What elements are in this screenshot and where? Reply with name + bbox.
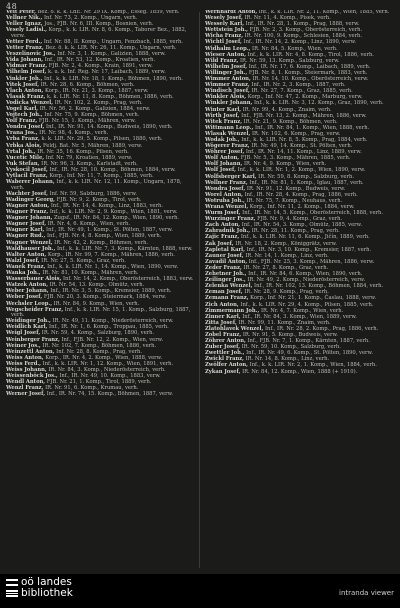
entry-name: Wagner Franz,: [6, 209, 49, 216]
entry-name: Wadinger Georg,: [6, 196, 55, 203]
entry-details: Inf. Nr. 28, 8. Komp., Prag, verh.: [56, 348, 143, 355]
entry-details: Feldj. Bat. Nr. 5, Mähren, 1889, verw.: [42, 142, 143, 149]
entry-name: Zlatohlavek Wenzel,: [205, 325, 264, 332]
entry-name: Wagner Johann,: [6, 215, 53, 222]
entry-name: Wimmer Anton,: [205, 76, 251, 83]
entry-name: Wagner Wenzel,: [6, 239, 53, 246]
entry-name: Wrana Wenzel,: [205, 204, 249, 210]
entry-details: Inf., IR. Nr. 54, 3. Komp., Olmütz, 1885, verw.: [241, 222, 363, 229]
entry-details: IR. Nr. 28, 9. Komp., Prag, verh.: [244, 289, 329, 296]
entry-details: k. k. LIR. Nr. 29, 5. Komp., Pilsen, 1880, verh.: [41, 136, 163, 143]
entry-name: Veller Ignaz,: [6, 21, 43, 28]
entry-details: Inf., IR. Nr. 28, 1. Komp., Prag, 1888, verw.: [245, 21, 360, 28]
entry-details: FJB. Nr. 5, 3. Komp., Mähren, 1885, verh.: [240, 155, 351, 162]
entry-details: Inf., k. k. LIR. Nr. 7, 3. Komp., Kärnten, 1888, verw.: [56, 245, 193, 252]
entry-name: Wegscheider Franz,: [6, 306, 64, 313]
entry-name: Weiner Jos.,: [6, 342, 41, 349]
entry-name: Vyskocil Josef,: [6, 166, 48, 173]
entry-name: Winter Karl,: [205, 106, 242, 113]
entry-name: Waldhauser Joh.,: [6, 245, 56, 252]
entry-details: IR. Nr. 102, 7. Komp., Böhmen, 1886, verh.: [42, 342, 157, 349]
entry-details: Inf., IR. Nr. 84, 6. Komp., Wien, 1890, verh.: [248, 271, 363, 278]
entry-details: Inf., k. k. LIR. Nr. 8, 5. Komp., Prag, 1884, verh.: [241, 136, 368, 143]
entry-name: Vrba Franz,: [6, 136, 40, 143]
entry-details: Inf., IR. Nr. 84, 1. Komp., Wien, 1888, verh.: [255, 124, 370, 131]
library-logo[interactable]: [6, 577, 73, 599]
entry-name: Zitta Josef,: [205, 319, 237, 326]
entry-details: Inf., k. k. LIR. Nr. 1, 2. Komp., Wien, 1890, verw.: [237, 167, 366, 174]
entry-name: Volf Franz,: [6, 118, 38, 125]
entry-details: IR. Nr. 102, 2. Komp., Prag, verh.: [54, 99, 143, 106]
entry-details: Korp., Inf. Nr. 11, 7. Komp., 1885, verh.: [49, 173, 154, 180]
entry-name: Waberer Johann,: [6, 179, 55, 186]
entry-details: Inf. Nr. 75, 9. Komp., Böhmen, verh.: [44, 112, 140, 119]
entry-name: Zavadil Anton,: [205, 258, 248, 265]
entry-name: Vellner Nik.,: [6, 15, 43, 22]
entry-name: Wondra Josef,: [205, 185, 246, 192]
entry-details: IR. Nr. 14, 1. Komp., Linz, verh.: [245, 252, 329, 259]
entry-details: IR. Nr. 84, 5. Komp., Wien, verh.: [252, 45, 338, 52]
entry-details: IR. Nr. 14, 8. Komp., Linz, verh.: [245, 356, 330, 363]
right-column: [205, 10, 395, 570]
entry-name: Winkler Johann,: [205, 100, 253, 107]
entry-name: Vesely Ladisl.,: [6, 27, 47, 34]
entry-details: IR. Nr. 91, 5. Komp., Budweis, verw.: [242, 331, 338, 338]
entry-name: Wanek Franz,: [6, 263, 46, 270]
entry-name: Wechsler Leop.,: [6, 300, 53, 307]
entry-name: Vitek Josef,: [6, 81, 40, 88]
entry-name: Wotruba Joh.,: [205, 197, 245, 204]
entry-name: Zauner Josef,: [205, 252, 244, 259]
entry-details: IR. Nr. 59, 4. Komp., Salzburg, 1890, verh.: [41, 330, 155, 337]
entry-details: Inf. Nr. 88, II. Komp., Ungarn, Fenzbach, 1885, verh.: [43, 38, 183, 45]
entry-details: IR. Nr. 59, 13. Komp., Salzburg, verw.: [239, 57, 340, 64]
entry-details: Inf., IR. Nr. 14, 4. Komp., Linz, 1883, verh.: [50, 203, 163, 209]
entry-name: Vondra Josef,: [6, 124, 45, 131]
entry-name: Weidinger Joh.,: [6, 318, 51, 325]
entry-details: IR. Nr. 28, 11. Komp., Prag, verh.: [251, 228, 340, 235]
entry-details: IR. Nr. 54, 13. Komp., Olmütz, verh.: [49, 282, 145, 289]
entry-details: IR. Nr. 49, 14. Komp., St. Pölten, verh.: [251, 143, 353, 150]
entry-name: Zykan Josef,: [205, 368, 241, 375]
entry-details: Inf., IR. Nr. 84, 3. Komp., Wien, 1889, verw.: [242, 313, 357, 320]
entry-details: Inf., IR. Nr. 74, 15. Komp., Böhmen, 1887, verw.: [46, 391, 174, 398]
entry-name: Wenzl Franz,: [6, 385, 44, 392]
entry-name: Zwettler Joh.,: [205, 350, 245, 357]
entry-details: Inf., IR. Nr. 17, 6. Komp., Laibach, 1889, verh.: [248, 63, 371, 70]
entry-name: Wernhardt Anton,: [205, 10, 258, 15]
entry-details: Inf., FJB. Nr. 4, 8. Komp., Wien, 1889, verh.: [46, 233, 162, 240]
entry-details: Zugsf., IR. Nr. 84, 12. Komp., Wien, 1890, verh.: [54, 215, 180, 222]
entry-name: Walter Anton,: [6, 251, 47, 258]
register-entry: [6, 180, 195, 191]
entry-name: Vrana Jos.,: [6, 130, 38, 137]
entry-details: IR. Nr. 21, 9. Komp., Böhmen, verh.: [243, 118, 338, 125]
entry-details: Bez. ö. k. k. LdE. Nr. 29 IX. Komp., Esseg. 1859, verh.: [37, 10, 180, 15]
entry-details: IR. Nr. 27, 5. Komp., Graz, verh.: [41, 257, 126, 264]
entry-details: IR. Nr. 35, 16. Komp., Pilsen, verh.: [37, 148, 129, 155]
entry-name: Wolfsberger Karl,: [205, 173, 257, 180]
entry-details: Inf., k. k. LIR. Nr. 1, 14. Komp., Wien, 1890, verw.: [47, 263, 179, 270]
entry-name: Zuber Josef,: [205, 344, 241, 351]
entry-name: Walzl Josef,: [6, 257, 40, 264]
entry-name: Vojtech Joh.,: [6, 112, 43, 119]
entry-details: Inf., IR. Nr. 14, 11. Komp., Linz, 1889, verw.: [245, 149, 362, 156]
entry-name: Wagner Josef,: [6, 221, 47, 228]
entry-name: Vidmar Franz,: [6, 63, 48, 70]
entry-name: Zach Anton,: [205, 222, 241, 229]
entry-details: Inf. Nr. 14, 2. Komp., Oberösterreich, 1883, verw.: [63, 276, 194, 283]
entry-details: Inf., IR. Nr. 3, 10. Komp., Kremsier, 1887, verh.: [246, 246, 372, 253]
entry-name: Wicha Franz,: [205, 33, 244, 40]
entry-details: Korp., k. k. LIR. Nr. 8, 6. Komp., Taborer Bez., 1882, verw.: [11, 27, 187, 39]
entry-details: IR. Nr. 11, 4. Komp., Pisek, verh.: [244, 15, 331, 22]
entry-details: Korp., IR. Nr. 21, 3. Komp., 1887, verw.: [44, 87, 149, 94]
entry-details: FJB. Nr. 20, 3. Komp., Steiermark, 1884, verw.: [43, 294, 167, 301]
logo-line-1: oö landes: [21, 576, 72, 588]
entry-details: FJB. Nr. 2, 4. Komp., Krain, 1891, verw.: [48, 63, 153, 70]
entry-details: Inf., k. k. LIR. Nr. 4, 8. Komp., Tirol, 1886, verh.: [247, 51, 374, 58]
entry-details: Inf., k. k. LIR. Nr. 2, 9. Komp., Wien, 1881, verw.: [49, 209, 178, 216]
entry-name: Wendl Anton,: [6, 379, 46, 386]
entry-name: Zahradnik Joh.,: [205, 228, 251, 235]
entry-name: Wirth Josef,: [205, 112, 240, 119]
entry-details: Inf., k. k. LIR. Nr. 15, 1. Komp., Salzburg, 1887, verh.: [11, 306, 191, 319]
entry-name: Weigl Josef,: [6, 330, 41, 337]
entry-name: Vodicka Wenzel,: [6, 99, 54, 106]
entry-details: IR. Nr. 100, 9. Komp., Schlesien, 1884, verh.: [244, 33, 363, 40]
entry-details: Inf., IR. Nr. 102, 13. Komp., Böhmen, 1884, verh.: [254, 283, 384, 290]
entry-details: k. k. LIR. Nr. 11, 8. Komp., Böhmen, 1886, verh.: [46, 93, 174, 100]
entry-name: Wieser Anton,: [205, 51, 246, 58]
entry-name: Zapletal Karl,: [205, 246, 245, 253]
entry-name: Wachter Josef,: [6, 190, 48, 197]
entry-details: IR. Nr. 56, 2. Komp., Galizien, 1884, verw.: [39, 106, 151, 112]
entry-name: Zajic Franz,: [205, 234, 240, 241]
entry-details: IR. Nr. 18, 2. Komp., Königgrätz, verw.: [235, 240, 337, 247]
entry-details: Korp., Inf. Nr. 47, 2. Komp., Marburg, verw.: [247, 94, 363, 101]
entry-details: FJB. Nr. 2, 3. Komp., Oberösterreich, verh.: [249, 27, 363, 34]
entry-details: IR. Nr. 75, 7. Komp., Neuhaus, verh.: [246, 197, 343, 204]
entry-name: Willinger Joh.,: [205, 69, 248, 76]
entry-name: Weinzettl Anton,: [6, 348, 55, 355]
entry-details: IR. Nr. 81, 10. Komp., Mähren, verh.: [42, 270, 139, 277]
register-entry: [6, 308, 195, 319]
entry-name: Zwölfer Anton,: [205, 362, 248, 369]
entry-details: Jos., FJB. Nr. 6, III. Komp., Bosnien, verh.: [44, 21, 154, 28]
entry-name: Zöhrer Anton,: [205, 338, 246, 345]
entry-name: Weber Johann,: [6, 288, 49, 295]
left-column: [6, 10, 195, 570]
entry-details: FJB. Nr. 15, 1. Komp., Mähren, verw.: [38, 118, 136, 125]
entry-name: Wlasak Wenzel,: [205, 130, 251, 137]
entry-name: Vogel Karl,: [6, 106, 39, 112]
entry-details: FJB. Nr. 8, 1. Komp., Steiermark, 1883, verh.: [248, 69, 368, 76]
entry-name: Zelenka Wenzel,: [205, 283, 253, 290]
entry-details: IR. Nr. 27, 7. Komp., Graz, 1885, verh.: [251, 88, 353, 95]
entry-details: IR. Nr. 4, 7. Komp., Wien, verh.: [260, 307, 344, 314]
entry-details: Inf., IR. Nr. 28, 4. Komp., Prag, 1886, verh.: [244, 191, 358, 198]
entry-details: Inf., IR. Nr. 14, 2. Komp., Linz, 1890, verw.: [243, 39, 357, 46]
entry-details: Inf., k. k. LIR. Nr. 11, 6. Komp., Jičín, 1889, verh.: [240, 234, 370, 241]
entry-name: Wolf Johann,: [205, 161, 243, 168]
register-entry: [6, 392, 195, 398]
entry-details: Inf. Nr. 3, 1. Komp., Galizien, 1888, verw.: [57, 51, 166, 58]
viewer-footer: [0, 574, 400, 608]
entry-details: Inf., FJB. Nr. 25, 3. Komp., Mähren, 1886, verw.: [248, 258, 375, 265]
entry-details: IR. Nr. 4, 6. Komp., Wien, verh.: [47, 221, 131, 228]
entry-details: IR. Nr. 49, 2. Komp., Niederösterreich, verw.: [247, 277, 366, 284]
entry-details: IR. Nr. 91, 6. Komp., Krumau, verh.: [45, 385, 139, 392]
entry-name: Witek Franz,: [205, 118, 243, 125]
entry-name: Zwickl Franz,: [205, 356, 244, 363]
entry-details: FJB. Nr. 9, 4. Komp., Graz, verh.: [257, 216, 343, 223]
entry-name: Wögerer Franz,: [205, 143, 250, 150]
entry-details: FJB. Nr. 21, 1. Komp., Tirol, 1889, verh.: [46, 379, 152, 386]
entry-name: Zimmermann Joh.,: [205, 307, 260, 314]
entry-name: Wild Franz,: [205, 57, 239, 64]
entry-details: k. u. k. Inf. Reg. Nr. 17, Laibach, 1889, verw.: [47, 69, 166, 76]
register-entry: [205, 370, 395, 376]
entry-details: Inf., FJB. Nr. 7, 1. Komp., Kärnten, 1887, verh.: [247, 338, 370, 345]
logo-mark-icon: [6, 590, 18, 597]
entry-name: Vetter Ferd.,: [6, 38, 43, 45]
entry-name: Wagner Rud.,: [6, 233, 46, 240]
entry-details: Inf., k. k. LIR. Nr. 29, 4. Komp., Pilsen, 1885, verh.: [240, 301, 374, 308]
entry-name: Winkler Alois,: [205, 94, 247, 101]
entry-name: Wollner Franz,: [205, 179, 248, 186]
entry-name: Zeilinger Jos.,: [205, 277, 246, 284]
entry-details: IR. Nr. 14, 10. Komp., Oberösterreich, verw.: [252, 76, 369, 83]
entry-details: IR. Nr. 99, 11. Komp., Znaim, verh.: [238, 319, 331, 326]
entry-details: Inf., k. k. LIR. Nr. 18, 1. Komp., Böhmen, 1890, verh.: [44, 75, 183, 82]
page-number: 48: [6, 2, 18, 11]
entry-details: IR. Nr. 42, 2. Komp., Böhmen, verh.: [54, 239, 149, 246]
entry-name: Wodak Joh.,: [205, 136, 240, 143]
entry-details: Inf., IR. Nr. 3, 5. Komp., Kremsier, 1889, verh.: [50, 288, 172, 295]
entry-name: Zinner Karl,: [205, 313, 241, 320]
entry-details: IR. Nr. 59, 8. Komp., Salzburg, verh.: [258, 173, 354, 180]
entry-details: Inf., IR. Nr. 53, 12. Komp., Kroatien, verh.: [44, 57, 156, 64]
entry-details: Inf., k. k. LIR. Nr. 3, 12. Komp., Graz, 1890, verh.: [253, 100, 384, 107]
entry-name: Zak Josef,: [205, 240, 234, 247]
entry-details: Inf., IR. Nr. 28, 10. Komp., Böhmen, 1884, verw.: [49, 166, 176, 173]
entry-details: FJB. Nr. 9, 2. Komp., Tirol, verh.: [56, 196, 142, 203]
entry-name: Weinberger Franz,: [6, 336, 60, 343]
entry-details: IR. Nr. 84, 3. Komp., Niederösterreich, verh.: [48, 367, 166, 374]
entry-details: Korp., IR. Nr. 4, 2. Komp., Wien, 1888, verw.: [45, 354, 163, 361]
entry-details: Bez. ö. k. k. LIR. Nr. 26, 11. Komp., Ungarn, verh.: [45, 45, 177, 52]
entry-details: Korp., Inf. Nr. 21, 1. Komp., Časlau, 1888, verw.: [250, 295, 377, 302]
entry-name: Wilhelm Josef,: [205, 63, 248, 70]
entry-name: Wagner Anton,: [6, 203, 50, 209]
entry-name: Wettstein Joh.,: [205, 27, 248, 34]
entry-details: IR. Nr. 99, 4. Komp., Znaim, verh.: [242, 106, 332, 113]
column-divider: [199, 12, 200, 568]
entry-details: Inf., IR. Nr. 49, 10. Komp., 1883, verw.: [59, 373, 161, 380]
entry-details: Inf., IR. Nr. 28, 2. Komp., Prag, 1886, verh.: [264, 325, 379, 332]
logo-mark-icon: [6, 579, 18, 586]
entry-name: Zehetner Joh.,: [205, 271, 247, 278]
entry-details: IR. Nr. 84, 12. Komp., Wien, 1888 (+ 1910).: [242, 368, 358, 375]
entry-name: Werner Josef,: [6, 391, 46, 398]
entry-name: Weiss Johann,: [6, 367, 47, 374]
entry-name: Zeder Franz,: [205, 264, 242, 271]
entry-details: Inf. Nr. 59, Salzburg, 1886, verw.: [49, 190, 137, 197]
entry-name: Wichtl Josef,: [205, 39, 242, 46]
entry-details: IR. Nr. 98, 4. Komp., verh.: [39, 130, 109, 137]
entry-details: IR. Nr. 84, 9. Komp., Wien, verh.: [53, 300, 140, 307]
entry-details: IR. Nr. 91, 12. Komp., Budweis, verw.: [246, 185, 346, 192]
entry-name: Wanka Joh.,: [6, 270, 41, 277]
entry-details: IR. Nr. 102, 6. Komp., Prag, verw.: [252, 130, 341, 137]
logo-line-2: bibliothek: [21, 587, 73, 599]
entry-name: Vida Johann,: [6, 57, 44, 64]
entry-details: IR. Nr. 27, 8. Komp., Graz, verh.: [243, 264, 329, 271]
entry-name: Wolf Josef,: [205, 167, 236, 174]
entry-details: IR. Nr. 59, 10. Komp., Salzburg, verh.: [241, 344, 341, 351]
entry-details: IR. Nr. 28, 6. Komp., Böhmen, verh.: [40, 81, 135, 88]
entry-details: Korp., IR. Nr. 99, 7. Komp., Mähren, 1886, verh.: [47, 251, 175, 258]
entry-details: Inf., IR. Nr. 1, 6. Komp., Troppau, 1885, verh.: [49, 324, 169, 331]
entry-name: Vilhelm Josef,: [6, 69, 47, 76]
entry-details: Inf., IR. Nr. 81, 1. Komp., Iglau, 1887, verh.: [249, 179, 364, 186]
entry-details: IR. Nr. 96, 3. Komp., Karlstadt, verh.: [41, 160, 138, 167]
entry-name: Wittmann Leop.,: [205, 124, 254, 131]
entry-name: Wurzinger Franz,: [205, 216, 256, 223]
entry-name: Zobel Franz,: [205, 331, 242, 338]
entry-name: Windisch Josef,: [205, 88, 250, 95]
entry-details: Inf., FJB. Nr. 13, 2. Komp., Mähren, 1886, verw.: [241, 112, 367, 119]
entry-details: Korp., Inf. Nr. 11, 2. Komp., 1884, verw.: [249, 204, 355, 210]
entry-name: Wimmer Franz,: [205, 82, 250, 89]
entry-details: Inf., IR. Nr. 14, 5. Komp., Oberösterreich, 1888, verh.: [242, 210, 384, 217]
viewer-credit[interactable]: intranda viewer: [339, 589, 394, 597]
entry-name: Veit Peter,: [6, 10, 36, 15]
entry-details: Inf., IR. Nr. 49, 1. Komp., St. Pölten, 1887, verw.: [46, 227, 173, 234]
entry-details: IR. Nr. 4, 9. Komp., Wien, verh.: [243, 161, 327, 168]
entry-name: Weissenböck Jos.,: [6, 373, 58, 380]
entry-name: Worel Anton,: [205, 191, 243, 198]
entry-details: Inf., FJB. Nr. 12, 2. Komp., Wien, verw.: [61, 336, 164, 343]
entry-name: Wurm Josef,: [205, 210, 241, 217]
entry-name: Vrbka Alois,: [6, 142, 42, 149]
entry-details: Inf., k. k. LIR. Nr. 2, 11. Komp., Wien, 1885, verh.: [258, 10, 390, 15]
entry-name: Zeman Josef,: [205, 289, 243, 296]
entry-details: IR. Nr. 49, 11. Komp., Niederösterreich, verw.: [52, 318, 174, 325]
entry-name: Wessely Karl,: [205, 21, 245, 28]
entry-name: Vrtal Joh.,: [6, 148, 36, 155]
entry-name: Wöhrer Josef,: [205, 149, 245, 156]
entry-name: Vytlacil Franz,: [6, 173, 48, 180]
register-entry: [6, 28, 195, 39]
entry-name: Vlasak Franz,: [6, 93, 46, 100]
entry-name: Wesely Josef,: [205, 15, 243, 22]
entry-name: Veszelinovic Jos.,: [6, 51, 56, 58]
entry-details: Inf., IR. Nr. 91, 14. Komp., Budweis, 1890, verh.: [46, 124, 173, 131]
entry-name: Wolf Anton,: [205, 155, 240, 162]
entry-details: Inf. Nr. 73, 2. Komp., Ungarn, verh.: [43, 15, 138, 22]
entry-name: Wagner Karl,: [6, 227, 45, 234]
entry-name: Vuk Stefan,: [6, 160, 40, 167]
entry-name: Weiss Anton,: [6, 354, 44, 361]
entry-name: Vucetic Mile,: [6, 154, 45, 161]
entry-name: Zich Anton,: [205, 301, 239, 308]
entry-name: Wasserbauer Alois,: [6, 276, 62, 283]
entry-details: Inf. Nr. 79, Kroatien, 1889, verw.: [45, 154, 133, 161]
entry-details: Inf., k. k. LIR. Nr. 12, 11. Komp., Ungarn, 1878, verh.: [11, 179, 182, 191]
entry-name: Weiss Ferd.,: [6, 360, 41, 367]
entry-name: Zemann Franz,: [205, 295, 249, 302]
entry-name: Weber Josef,: [6, 294, 43, 301]
entry-details: Inf., k. k. LIR. Nr. 2, 1. Komp., Wien, 1884, verh.: [249, 362, 377, 369]
entry-details: Inf., k. k. LIR. Nr. 1, 12. Komp., Wien, 1891, verh.: [42, 360, 174, 367]
entry-name: Vetter Franz,: [6, 45, 44, 52]
entry-name: Weidlich Karl,: [6, 324, 48, 331]
entry-name: Widhalm Leop.,: [205, 45, 251, 52]
entry-name: Vlach Anton,: [6, 87, 44, 94]
entry-name: Vinkler Joh.,: [6, 75, 43, 82]
entry-details: Inf., IR. Nr. 49, 6. Komp., St. Pölten, 1890, verw.: [246, 350, 373, 357]
entry-details: Inf., IR. Nr. 2, 3. Komp., 1887, verh.: [251, 82, 346, 89]
entry-name: Watzek Anton,: [6, 282, 49, 289]
